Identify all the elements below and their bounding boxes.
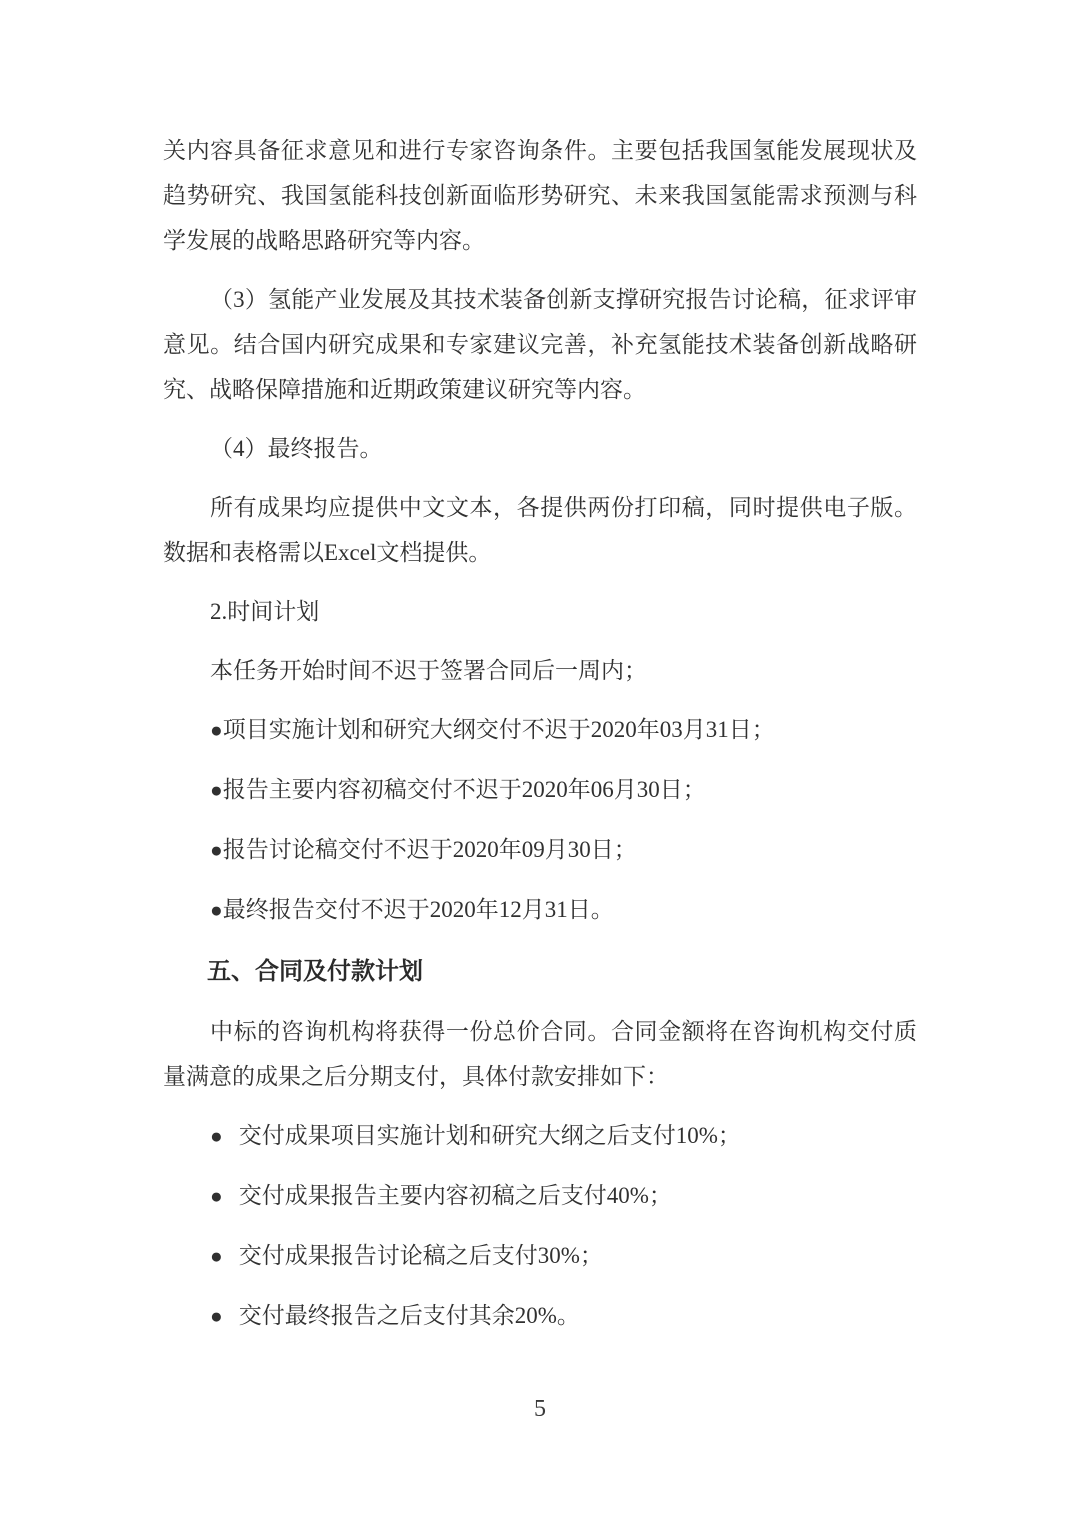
bullet-icon: ●	[210, 1244, 223, 1268]
bullet-icon: ●	[210, 898, 223, 922]
bullet-deadline-4	[163, 887, 917, 933]
bullet-text: 项目实施计划和研究大纲交付不迟于2020年03月31日；	[222, 717, 775, 742]
bullet-text: 报告讨论稿交付不迟于2020年09月30日；	[222, 837, 637, 862]
bullet-deadline-2	[163, 767, 917, 813]
bullet-payment-2	[163, 1173, 917, 1219]
bullet-text: 报告主要内容初稿交付不迟于2020年06月30日；	[222, 777, 706, 802]
paragraph-continuation: 关内容具备征求意见和进行专家咨询条件。主要包括我国氢能发展现状及趋势研究、我国氢能科技创新面临形势研究、未来我国氢能需求预测与科学发展的战略思路研究等内容。	[163, 138, 917, 253]
bullet-icon: ●	[210, 778, 223, 802]
paragraph-task-start: 本任务开始时间不迟于签署合同后一周内；	[210, 658, 647, 683]
bullet-icon: ●	[210, 1304, 223, 1328]
bullet-icon: ●	[210, 1184, 223, 1208]
page-number: 5	[534, 1396, 546, 1422]
bullet-deadline-3	[163, 827, 917, 873]
bullet-text: 最终报告交付不迟于2020年12月31日。	[222, 897, 614, 922]
bullet-text: 交付成果项目实施计划和研究大纲之后支付10%；	[238, 1123, 741, 1148]
bullet-text: 交付成果报告讨论稿之后支付30%；	[238, 1243, 603, 1268]
bullet-payment-4	[163, 1293, 917, 1339]
section-heading-contract-payment: 五、合同及付款计划	[207, 958, 423, 985]
bullet-text: 交付最终报告之后支付其余20%。	[238, 1303, 580, 1328]
paragraph-contract-intro: 中标的咨询机构将获得一份总价合同。合同金额将在咨询机构交付质量满意的成果之后分期支付，具体付款安排如下：	[163, 1019, 917, 1089]
bullet-icon: ●	[210, 838, 223, 862]
paragraph-item-3: （3）氢能产业发展及其技术装备创新支撑研究报告讨论稿，征求评审意见。结合国内研究成果和专家建议完善，补充氢能技术装备创新战略研究、战略保障措施和近期政策建议研究等内容。	[163, 287, 917, 402]
bullet-payment-1	[163, 1113, 917, 1159]
bullet-icon: ●	[210, 718, 223, 742]
bullet-payment-3	[163, 1233, 917, 1279]
bullet-icon: ●	[210, 1124, 223, 1148]
paragraph-time-plan-title: 2.时间计划	[210, 599, 320, 624]
bullet-text: 交付成果报告主要内容初稿之后支付40%；	[238, 1183, 672, 1208]
paragraph-item-4: （4）最终报告。	[210, 436, 383, 461]
bullet-deadline-1	[163, 707, 917, 753]
paragraph-deliverable-format: 所有成果均应提供中文文本，各提供两份打印稿，同时提供电子版。数据和表格需以Excel文档提供。	[163, 495, 917, 565]
